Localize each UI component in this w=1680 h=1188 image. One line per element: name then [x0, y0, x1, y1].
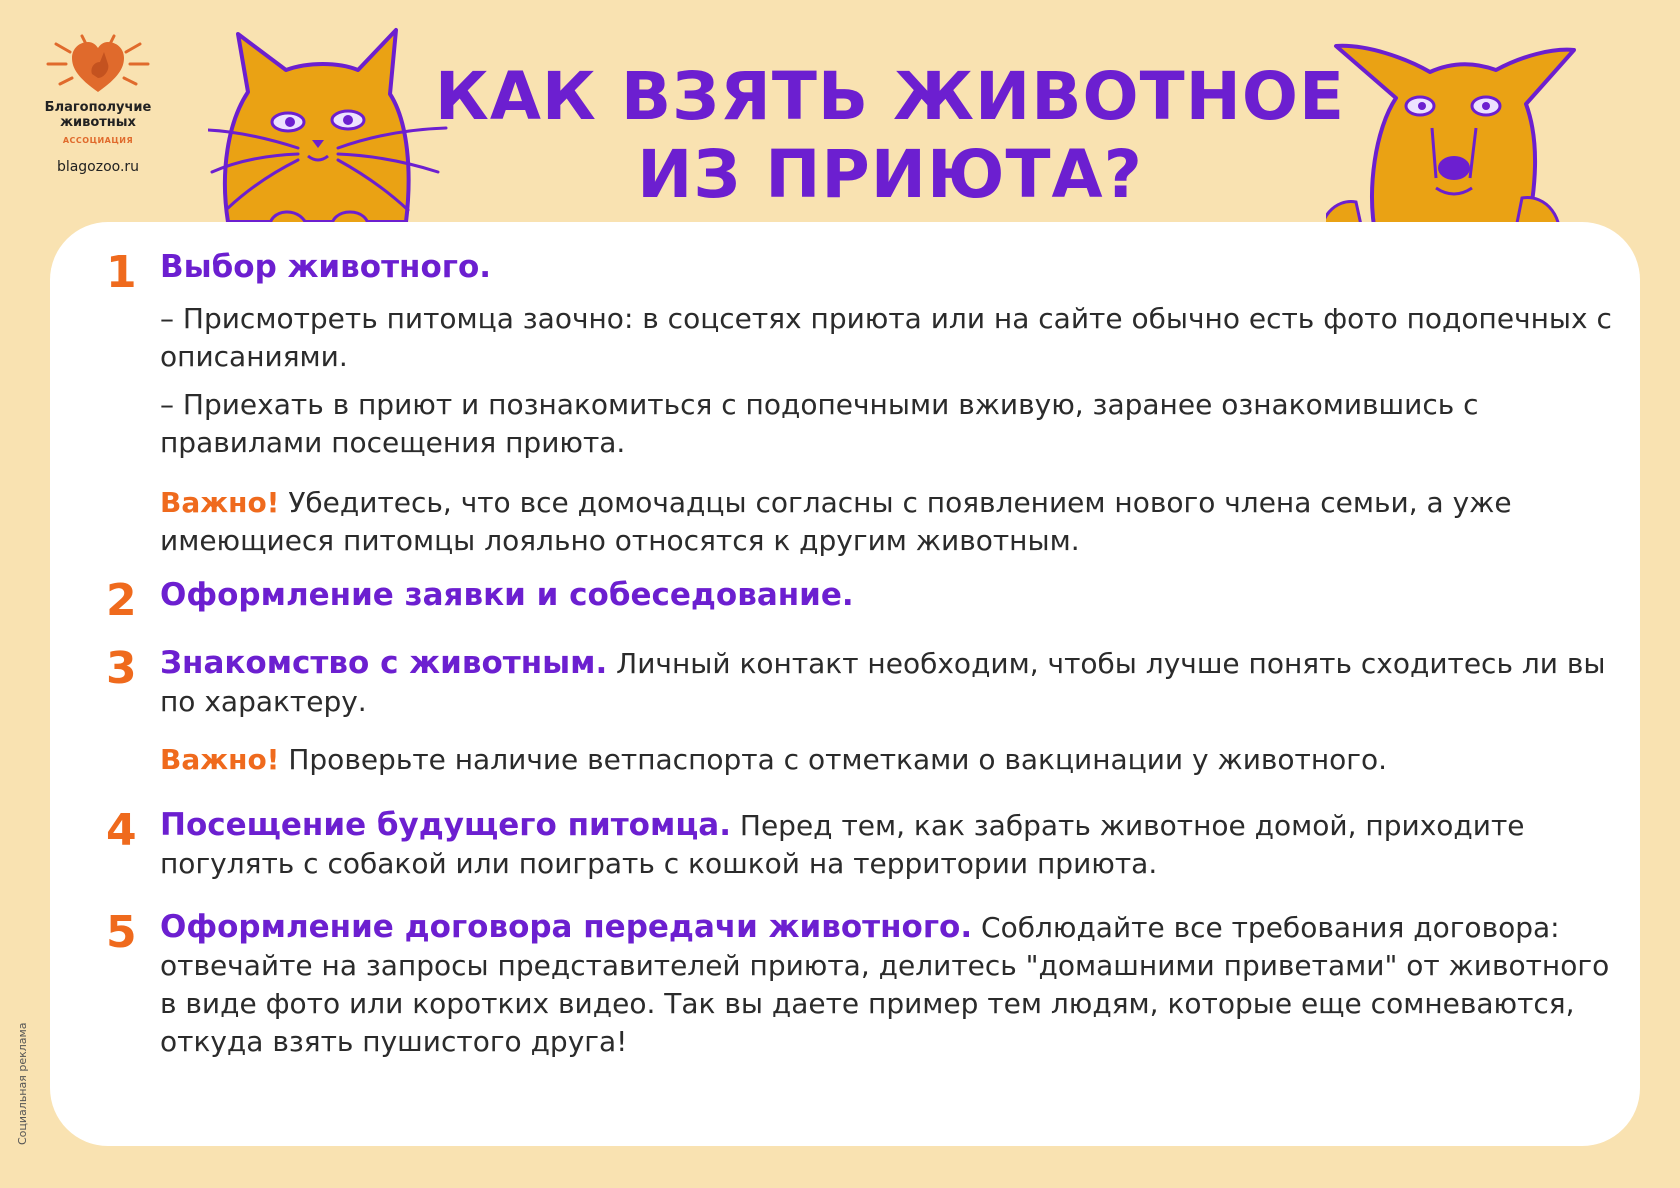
- step-text: Соблюдайте все требования договора: отвечайте на запросы представителей приюта, делитесь "домашними приветами" от животного в виде фото или коротких видео. Так вы даете пример тем людям, которые еще сомневаются, откуда взять пушистого друга!: [160, 911, 1610, 1058]
- step-heading: Оформление договора передачи животного.: [160, 909, 973, 945]
- title-line2: ИЗ ПРИЮТА?: [637, 136, 1143, 213]
- logo-url: blagozoo.ru: [56, 159, 140, 175]
- step-heading: Оформление заявки и собеседование.: [160, 577, 854, 613]
- step-number: 2: [106, 575, 137, 626]
- important-label: Важно!: [160, 743, 280, 776]
- logo-name-line1: Благополучие: [44, 100, 152, 115]
- logo-subtitle: АССОЦИАЦИЯ: [62, 136, 134, 145]
- steps-card: [50, 222, 1640, 1146]
- important-note: [160, 484, 1620, 560]
- logo-name-line2: животных: [60, 115, 136, 130]
- important-note: [160, 741, 1620, 779]
- step-heading: Знакомство с животным.: [160, 645, 608, 681]
- step-heading: Посещение будущего питомца.: [160, 807, 731, 843]
- step-item: – Присмотреть питомца заочно: в соцсетях приюта или на сайте обычно есть фото подопечных с описаниями.: [160, 302, 1612, 373]
- step-item: – Приехать в приют и познакомиться с подопечными вживую, заранее ознакомившись с правилами посещения приюта.: [160, 388, 1479, 459]
- association-logo: [28, 34, 168, 175]
- heart-with-rays-icon: [38, 34, 158, 94]
- title-line1: КАК ВЗЯТЬ ЖИВОТНОЕ: [434, 58, 1346, 135]
- step-text: Личный контакт необходим, чтобы лучше понять сходитесь ли вы по характеру.: [160, 647, 1606, 718]
- step-number: 5: [106, 907, 137, 958]
- step-number: 3: [106, 643, 137, 694]
- important-text: Убедитесь, что все домочадцы согласны с появлением нового члена семьи, а уже имеющиеся питомцы лояльно относятся к другим животным.: [160, 486, 1512, 557]
- step-number: 4: [106, 805, 137, 856]
- step-heading: Выбор животного.: [160, 249, 492, 285]
- page-title: [360, 58, 1420, 214]
- important-label: Важно!: [160, 486, 280, 519]
- step-text: Перед тем, как забрать животное домой, приходите погулять с собакой или поиграть с кошкой на территории приюта.: [160, 809, 1525, 880]
- step-number: 1: [106, 247, 137, 298]
- social-ad-note: Социальная реклама: [16, 1022, 29, 1145]
- important-text: Проверьте наличие ветпаспорта с отметками о вакцинации у животного.: [279, 743, 1388, 776]
